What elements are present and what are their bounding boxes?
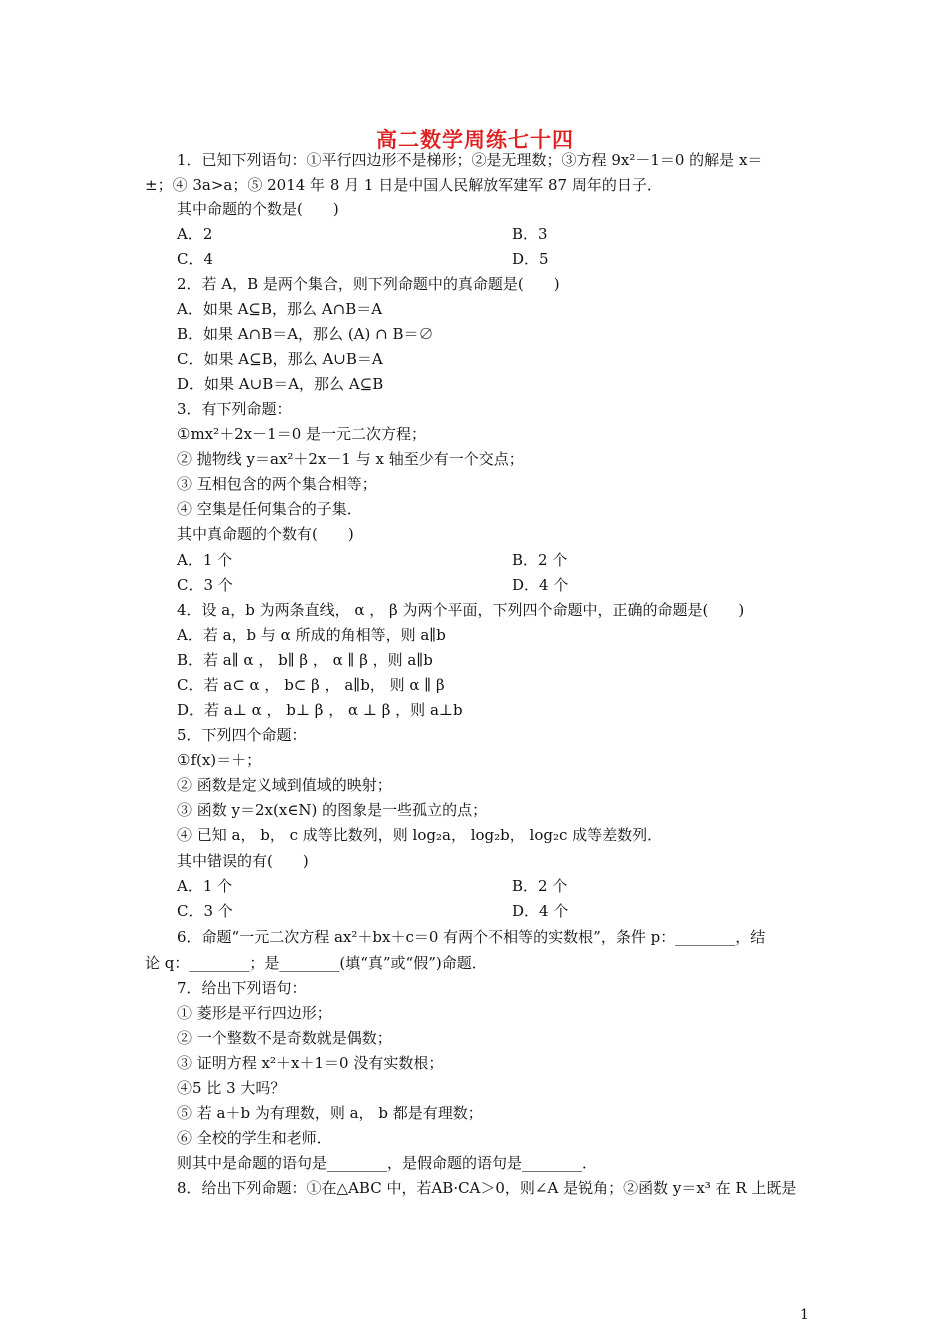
q2-option-d: D．如果 A∪B＝A，那么 A⊆B: [177, 375, 384, 393]
q3-option-d: D．4 个: [512, 576, 569, 594]
page-number: 1: [800, 1307, 809, 1323]
q4-stem: 4．设 a，b 为两条直线， α ， β 为两个平面，下列四个命题中，正确的命题是( ): [177, 601, 745, 619]
q1-line1: 1．已知下列语句：①平行四边形不是梯形；②是无理数；③方程 9x²－1＝0 的解是 x＝: [177, 151, 763, 169]
q6-line2: 论 q：________；是________(填“真”或“假”)命题．: [145, 954, 487, 972]
q7-statement-2: ② 一个整数不是奇数就是偶数；: [177, 1029, 392, 1047]
q4-option-c: C．若 a⊂ α ， b⊂ β ， a∥b， 则 α ∥ β: [177, 676, 445, 694]
q7-statement-3: ③ 证明方程 x²＋x＋1＝0 没有实数根；: [177, 1054, 444, 1072]
q7-question: 则其中是命题的语句是________，是假命题的语句是________．: [177, 1154, 598, 1172]
q5-question: 其中错误的有( ): [177, 852, 309, 870]
q5-statement-2: ② 函数是定义域到值域的映射；: [177, 776, 392, 794]
q3-option-c: C．3 个: [177, 576, 233, 594]
q4-option-b: B．若 a∥ α ， b∥ β ， α ∥ β ，则 a∥b: [177, 651, 433, 669]
q2-option-b: B．如果 A∩B＝A，那么 (A) ∩ B＝∅: [177, 325, 434, 343]
q3-statement-2: ② 抛物线 y＝ax²＋2x－1 与 x 轴至少有一个交点；: [177, 450, 524, 468]
q1-question: 其中命题的个数是( ): [177, 200, 339, 218]
q5-statement-4: ④ 已知 a， b， c 成等比数列，则 log₂a， log₂b， log₂c 成等差数列．: [177, 826, 663, 844]
q3-stem: 3．有下列命题：: [177, 400, 292, 418]
q8-line1: 8．给出下列命题：①在△ABC 中，若AB·CA＞0，则∠A 是锐角；②函数 y＝x³ 在 R 上既是: [177, 1179, 797, 1197]
q5-stem: 5．下列四个命题：: [177, 726, 307, 744]
q4-option-a: A．若 a，b 与 α 所成的角相等，则 a∥b: [177, 626, 446, 644]
q1-line2: ±；④ 3a>a；⑤ 2014 年 8 月 1 日是中国人民解放军建军 87 周年的日子．: [145, 176, 662, 194]
q5-option-a: A．1 个: [177, 877, 233, 895]
q7-statement-4: ④5 比 3 大吗？: [177, 1079, 286, 1097]
q3-statement-1: ①mx²＋2x－1＝0 是一元二次方程；: [177, 425, 427, 443]
q5-statement-1: ①f(x)＝＋；: [177, 751, 262, 769]
q4-option-d: D．若 a⊥ α ， b⊥ β ， α ⊥ β ，则 a⊥b: [177, 701, 463, 719]
q5-statement-3: ③ 函数 y＝2x(x∈N) 的图象是一些孤立的点；: [177, 801, 488, 819]
q7-stem: 7．给出下列语句：: [177, 979, 307, 997]
q7-statement-1: ① 菱形是平行四边形；: [177, 1004, 332, 1022]
q1-option-c: C．4: [177, 250, 214, 268]
q3-statement-4: ④ 空集是任何集合的子集．: [177, 500, 362, 518]
q1-option-d: D．5: [512, 250, 549, 268]
q3-question: 其中真命题的个数有( ): [177, 525, 354, 543]
q2-option-c: C．如果 A⊆B，那么 A∪B＝A: [177, 350, 383, 368]
q3-option-a: A．1 个: [177, 551, 233, 569]
q2-stem: 2．若 A，B 是两个集合，则下列命题中的真命题是( ): [177, 275, 560, 293]
q7-statement-5: ⑤ 若 a＋b 为有理数，则 a， b 都是有理数；: [177, 1104, 483, 1122]
page-title: 高二数学周练七十四: [376, 128, 574, 152]
q1-option-b: B．3: [512, 225, 548, 243]
q2-option-a: A．如果 A⊆B，那么 A∩B＝A: [177, 300, 383, 318]
q6-line1: 6．命题“一元二次方程 ax²＋bx＋c＝0 有两个不相等的实数根”，条件 p：________，结: [177, 928, 766, 946]
q3-statement-3: ③ 互相包含的两个集合相等；: [177, 475, 377, 493]
q5-option-b: B．2 个: [512, 877, 568, 895]
q7-statement-6: ⑥ 全校的学生和老师．: [177, 1129, 332, 1147]
q5-option-c: C．3 个: [177, 902, 233, 920]
q1-option-a: A．2: [177, 225, 213, 243]
q5-option-d: D．4 个: [512, 902, 569, 920]
q3-option-b: B．2 个: [512, 551, 568, 569]
